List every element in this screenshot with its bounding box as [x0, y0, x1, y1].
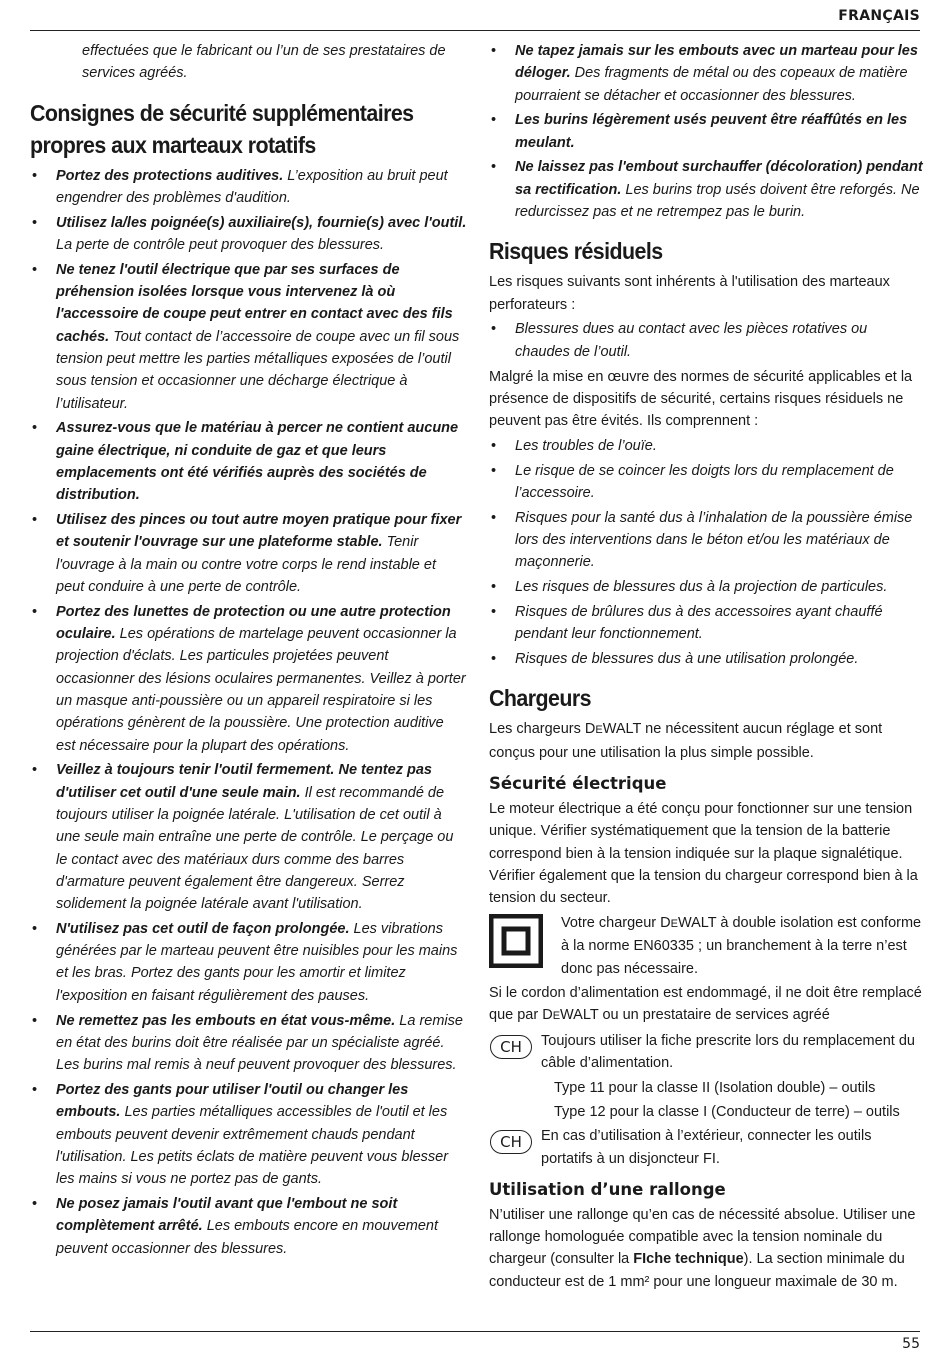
bullet-text: Risques pour la santé dus à l’inhalation de la poussière émise lors des interventions dans le béton et/ou les matériaux de maçonnerie.	[515, 509, 913, 571]
bullet-text: Risques de brûlures dus à des accessoires ayant chauffé pendant leur fonctionnement.	[515, 604, 883, 643]
double-insulation-icon	[489, 914, 543, 968]
bullet-lead: Portez des lunettes de protection ou une autre protection oculaire.	[56, 603, 451, 643]
residual-list-b	[489, 435, 925, 670]
extension-para: N’utiliser une rallonge qu’en cas de nécessité absolue. Utiliser une rallonge homologuée compatible avec la tension nominale du chargeur (consulter la FIche technique). La section minimale du conducteur est de 1 mm² pour une longueur maximale de 30 m.	[489, 1206, 916, 1290]
ch-note-plug: CH Toujours utiliser la fiche prescrite lors du remplacement du câble d’alimentation.	[489, 1030, 925, 1075]
subheading-electrical-safety: Sécurité électrique	[489, 774, 667, 794]
bullet-item	[489, 460, 925, 505]
bullet-lead: Veillez à toujours tenir l'outil fermement. Ne tentez pas d'utiliser cet outil d'une seule main.	[56, 762, 432, 801]
right-column	[489, 40, 925, 1296]
page-number: 55	[902, 1336, 920, 1352]
bullet-text: Il est recommandé de toujours utiliser la poignée latérale. L'utilisation de cet outil à une seule main entraîne une perte de contrôle. Le perçage ou le contact avec des matériaux durs comme des barres d'armature peuvent également être dangereux. Serrez solidement la poignée latérale avant l'utilisation.	[56, 784, 454, 913]
bullet-item	[30, 918, 467, 1007]
section-heading-chargers: Chargeurs	[489, 685, 591, 712]
bullet-text: Blessures dues au contact avec les pièces rotatives ou chaudes de l’outil.	[515, 321, 868, 360]
bullet-lead: Les burins légèrement usés peuvent être réaffûtés en les meulant.	[515, 112, 908, 151]
bullet-lead: N'utilisez pas cet outil de façon prolongée.	[56, 920, 350, 937]
language-label: FRANÇAIS	[838, 8, 920, 24]
bullet-lead: Ne tenez l'outil électrique que par ses surfaces de préhension isolées lorsque vous intervenez là où l'accessoire de coupe peut entrer en contact avec des fils cachés.	[56, 261, 453, 345]
bullet-lead: Ne posez jamais l'outil avant que l'embout ne soit complètement arrêté.	[56, 1195, 398, 1235]
bullet-text: Les vibrations générées par le marteau peuvent être nuisibles pour les mains et les bras. Portez des gants pour les amortir et limitez l'exposition en faisant régulièrement des pauses.	[56, 920, 458, 1004]
chargers-intro: Les chargeurs DEWALT ne nécessitent aucun réglage et sont conçus pour une utilisation la plus simple possible.	[489, 721, 883, 761]
bullet-text: Tenir l'ouvrage à la main ou contre votre corps le rend instable et peut conduire à une perte de contrôle.	[56, 534, 436, 595]
bullet-item	[489, 40, 925, 107]
electrical-para: Le moteur électrique a été conçu pour fonctionner sur une tension unique. Vérifier systématiquement que la tension de la batterie correspond bien à la tension indiquée sur la plaque signalétique. Vérifier également que la tension du chargeur correspond bien à la tension du secteur.	[489, 801, 918, 907]
bullet-lead: Ne tapez jamais sur les embouts avec un marteau pour les déloger.	[515, 43, 918, 82]
swiss-ch-icon: CH	[490, 1130, 532, 1154]
bullet-item	[489, 156, 925, 223]
bullet-text: La remise en état des burins doit être réalisée par un spécialiste agréé. Les burins mal remis à neuf peuvent provoquer des blessures.	[56, 1012, 463, 1074]
bullet-text: Des fragments de métal ou des copeaux de matière pourraient se détacher et occasionner des blessures.	[515, 65, 908, 104]
residual-middle: Malgré la mise en œuvre des normes de sécurité applicables et la présence de dispositifs de sécurité, certains risques résiduels ne peuvent pas être évités. Ils comprennent :	[489, 368, 913, 430]
bullet-item	[489, 648, 925, 670]
ch-note-outdoor: CH En cas d’utilisation à l’extérieur, connecter les outils portatifs à un disjoncteur FI.	[489, 1125, 925, 1170]
bullet-item	[30, 212, 467, 257]
swiss-ch-icon: CH	[490, 1035, 532, 1059]
bullet-lead: Utilisez la/les poignée(s) auxiliaire(s), fournie(s) avec l'outil.	[56, 214, 467, 231]
bullet-text: Les embouts encore en mouvement peuvent occasionner des blessures.	[56, 1218, 439, 1257]
bullet-text: Tout contact de l’accessoire de coupe avec un fil sous tension peut mettre les parties métalliques exposées de l’outil sous tension et occasionner une décharge électrique à l’utilisateur.	[56, 328, 460, 412]
left-column	[30, 40, 467, 1262]
bullet-text: Les opérations de martelage peuvent occasionner la projection d'éclats. Les particules projetées peuvent occasionner des lésions oculaires permanentes. Veillez à porter un masque anti-poussière ou un appareil respiratoire si les opérations génèrent de la poussière. Une protection auditive est nécessaire pour la plupart des opérations.	[56, 626, 466, 754]
bullet-item	[30, 417, 467, 506]
bullet-item	[489, 601, 925, 646]
section-heading-rotary-hammer: Consignes de sécurité supplémentaires propres aux marteaux rotatifs	[30, 99, 414, 158]
bullet-lead: Utilisez des pinces ou tout autre moyen pratique pour fixer et soutenir l'ouvrage sur une plateforme stable.	[56, 512, 462, 551]
bullet-item	[30, 759, 467, 915]
bullet-text: L’exposition au bruit peut engendrer des problèmes d'audition.	[56, 167, 448, 206]
safety-bullet-list	[30, 165, 467, 1260]
bullet-text: Le risque de se coincer les doigts lors du remplacement de l’accessoire.	[515, 462, 894, 502]
bullet-item	[30, 165, 467, 210]
bullet-lead: Ne laissez pas l'embout surchauffer (décoloration) pendant sa rectification.	[515, 159, 923, 198]
type-11-line: Type 11 pour la classe II (Isolation double) – outils	[554, 1079, 876, 1096]
type-12-line: Type 12 pour la classe I (Conducteur de terre) – outils	[554, 1103, 900, 1120]
bullet-text: Les parties métalliques accessibles de l'outil et les embouts peuvent devenir extrêmement chauds pendant l'utilisation. Les petits éclats de matière peuvent vous blesser les mains si vous ne portez pas de gants.	[56, 1104, 449, 1188]
bullet-lead: Ne remettez pas les embouts en état vous-même.	[56, 1012, 396, 1029]
bullet-item	[30, 259, 467, 415]
bullet-item	[30, 1010, 467, 1077]
double-insulation-block: Votre chargeur DEWALT à double isolation est conforme à la norme EN60335 ; un branchement à la terre n’est donc pas nécessaire.	[489, 912, 925, 980]
bullet-text: Les burins trop usés doivent être reforgés. Ne redurcissez pas et ne retrempez pas le burin.	[515, 181, 920, 221]
residual-intro: Les risques suivants sont inhérents à l'utilisation des marteaux perforateurs :	[489, 274, 890, 313]
bullet-item	[30, 601, 467, 757]
bullet-text: La perte de contrôle peut provoquer des blessures.	[56, 236, 385, 253]
header-rule	[30, 30, 920, 31]
bullet-item	[489, 507, 925, 574]
bit-safety-bullet-list	[489, 40, 925, 223]
bullet-item	[30, 1193, 467, 1260]
bullet-lead: Portez des gants pour utiliser l'outil ou changer les embouts.	[56, 1081, 409, 1121]
cord-replacement-text: Si le cordon d’alimentation est endommagé, il ne doit être remplacé que par DEWALT ou un prestataire de services agréé	[489, 985, 922, 1024]
bullet-item	[489, 109, 925, 154]
section-heading-residual-risks: Risques résiduels	[489, 238, 663, 265]
bullet-text: Les risques de blessures dus à la projection de particules.	[515, 579, 888, 596]
bullet-item	[489, 435, 925, 457]
bullet-item	[489, 318, 925, 363]
bullet-item	[489, 576, 925, 598]
subheading-extension-cord: Utilisation d’une rallonge	[489, 1179, 726, 1199]
footer-rule	[30, 1331, 920, 1332]
continuation-text: effectuées que le fabricant ou l’un de ses prestataires de services agréés.	[82, 43, 446, 82]
bullet-text: Risques de blessures dus à une utilisation prolongée.	[515, 651, 859, 668]
bullet-item	[30, 1079, 467, 1190]
bullet-text: Les troubles de l’ouïe.	[515, 437, 657, 454]
bullet-lead: Portez des protections auditives.	[56, 167, 284, 184]
residual-list-a	[489, 318, 925, 363]
bullet-item	[30, 509, 467, 598]
bullet-lead: Assurez-vous que le matériau à percer ne contient aucune gaine électrique, ni conduite de gaz et que leurs emplacements ont été vérifiés auprès des sociétés de distribution.	[56, 420, 459, 504]
